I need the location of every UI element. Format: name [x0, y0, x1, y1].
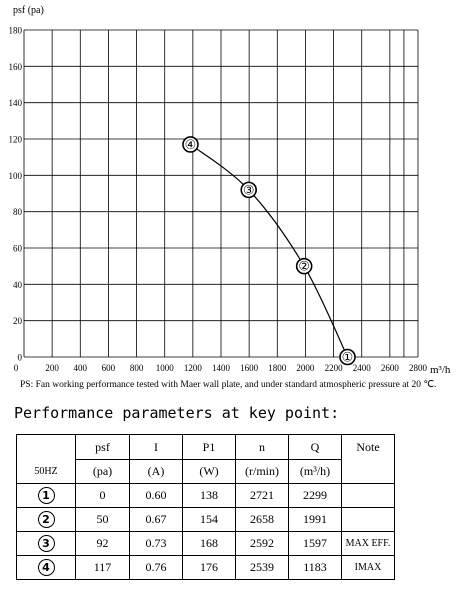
x-tick-label: 1600 [240, 363, 259, 373]
x-tick-label: 2000 [296, 363, 315, 373]
x-tick-label: 2200 [324, 363, 343, 373]
table-row [17, 508, 395, 532]
table-row [17, 484, 395, 508]
key-point-label: ④ [184, 137, 197, 153]
performance-table [16, 434, 395, 580]
performance-title: Performance parameters at key point: [14, 404, 340, 422]
y-tick-labels [9, 26, 23, 363]
current-cell: 0.73 [130, 532, 183, 556]
header-note: Note [342, 435, 395, 484]
x-tick-label: 0 [13, 363, 19, 373]
flow-cell: 1183 [289, 556, 342, 580]
note-cell [342, 484, 395, 508]
flow-cell: 1991 [289, 508, 342, 532]
point-cell [17, 508, 76, 532]
key-point-marker [183, 137, 198, 153]
current-cell: 0.76 [130, 556, 183, 580]
header-psf: psf [76, 435, 130, 460]
x-tick-label: 2400 [352, 363, 371, 373]
y-axis-label: psf (pa) [13, 5, 44, 16]
key-point-marker [297, 259, 312, 275]
table-header-row [17, 435, 395, 460]
unit-i: (A) [130, 460, 183, 484]
chart-grid [24, 30, 418, 357]
y-tick-label: 100 [8, 170, 22, 181]
performance-curve [190, 144, 347, 357]
psf-cell: 50 [76, 508, 130, 532]
x-tick-label: 400 [73, 363, 88, 373]
test-note: PS: Fan working performance tested with Maer wall plate, and under standard atmospheric pressure at 20 ℃. [20, 380, 437, 390]
note-cell: IMAX [342, 556, 395, 580]
y-tick-label: 80 [13, 207, 22, 218]
speed-cell: 2539 [236, 556, 289, 580]
unit-psf: (pa) [76, 460, 130, 484]
x-tick-label: 2800 [409, 363, 427, 373]
y-tick-label: 40 [13, 279, 22, 290]
speed-cell: 2658 [236, 508, 289, 532]
point-1-marker: 1 [38, 487, 55, 504]
speed-cell: 2721 [236, 484, 289, 508]
current-cell: 0.67 [130, 508, 183, 532]
key-point-label: ① [341, 350, 354, 366]
key-point-label: ② [298, 259, 310, 275]
power-cell: 176 [183, 556, 236, 580]
flow-cell: 1597 [289, 532, 342, 556]
flow-cell: 2299 [289, 484, 342, 508]
power-cell: 154 [183, 508, 236, 532]
x-tick-label: 1800 [268, 363, 287, 373]
power-cell: 168 [183, 532, 236, 556]
x-tick-label: 2600 [380, 363, 399, 373]
y-tick-label: 0 [17, 352, 22, 363]
table-row [17, 532, 395, 556]
y-tick-label: 60 [13, 243, 22, 254]
table-units-row [17, 460, 395, 484]
x-axis-label: m³/h [430, 364, 451, 376]
key-point-markers [183, 137, 355, 366]
unit-n: (r/min) [236, 460, 289, 484]
point-cell [17, 556, 76, 580]
x-tick-label: 800 [129, 363, 144, 373]
note-cell [342, 508, 395, 532]
y-tick-label: 140 [8, 98, 22, 109]
x-tick-label: 200 [45, 363, 59, 373]
header-q: Q [289, 435, 342, 460]
header-p1: P1 [183, 435, 236, 460]
header-blank [17, 435, 76, 460]
y-tick-label: 160 [8, 61, 22, 72]
x-tick-label: 600 [101, 363, 116, 373]
y-tick-label: 180 [8, 25, 22, 36]
header-n: n [236, 435, 289, 460]
speed-cell: 2592 [236, 532, 289, 556]
header-i: I [130, 435, 183, 460]
x-tick-label: 1400 [212, 363, 230, 373]
current-cell: 0.60 [130, 484, 183, 508]
psf-cell: 92 [76, 532, 130, 556]
point-4-marker: 4 [38, 559, 55, 576]
point-3-marker: 3 [38, 535, 55, 552]
point-cell [17, 532, 76, 556]
power-cell: 138 [183, 484, 236, 508]
frequency-label: 50HZ [17, 460, 76, 484]
unit-q: (m³/h) [289, 460, 342, 484]
key-point-marker [340, 350, 355, 366]
y-tick-label: 20 [13, 316, 22, 327]
point-2-marker: 2 [38, 511, 55, 528]
point-cell [17, 484, 76, 508]
x-tick-label: 1200 [183, 363, 202, 373]
table-row [17, 556, 395, 580]
psf-cell: 117 [76, 556, 130, 580]
key-point-label: ③ [242, 183, 255, 199]
key-point-marker [241, 182, 256, 198]
note-cell: MAX EFF. [342, 532, 395, 556]
psf-cell: 0 [76, 484, 130, 508]
unit-p1: (W) [183, 460, 236, 484]
x-tick-label: 1000 [155, 363, 174, 373]
x-tick-labels [14, 363, 428, 373]
y-tick-label: 120 [8, 134, 22, 145]
